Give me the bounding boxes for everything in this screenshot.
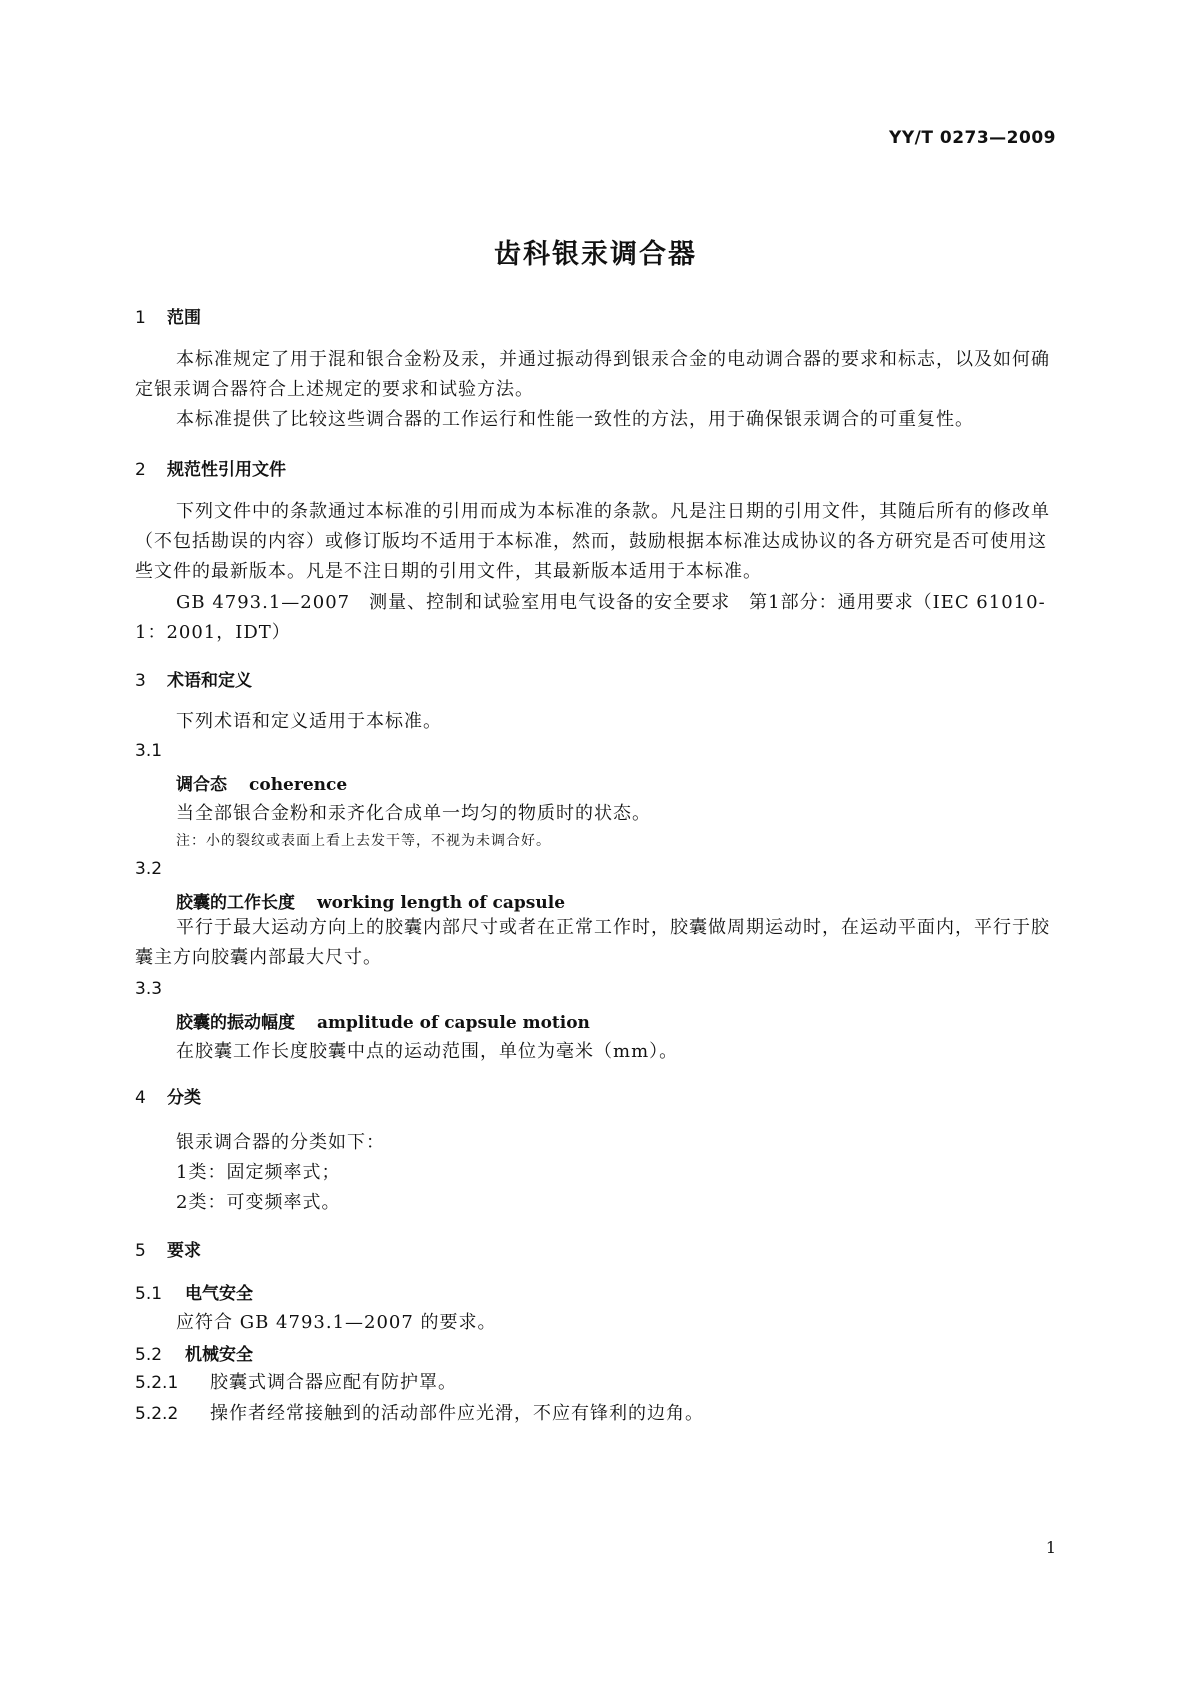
section-5-1-text: 应符合 GB 4793.1—2007 的要求。 xyxy=(176,1312,497,1333)
term-3-3-definition: 在胶囊工作长度胶囊中点的运动范围，单位为毫米（mm）。 xyxy=(176,1041,679,1062)
section-5-1-heading: 5.1 电气安全 xyxy=(135,1284,253,1304)
term-3-2-number: 3.2 xyxy=(135,859,163,879)
section-3-heading: 3 术语和定义 xyxy=(135,671,252,691)
section-1-paragraph-2: 本标准提供了比较这些调合器的工作运行和性能一致性的方法，用于确保银汞调合的可重复性。 xyxy=(176,409,974,430)
term-3-1-note: 注：小的裂纹或表面上看上去发干等，不视为未调合好。 xyxy=(176,833,551,849)
standard-number: YY/T 0273—2009 xyxy=(889,128,1056,148)
clause-5-2-1: 5.2.1 胶囊式调合器应配有防护罩。 xyxy=(135,1372,457,1393)
section-5-heading: 5 要求 xyxy=(135,1241,201,1261)
section-2-paragraph-1: 下列文件中的条款通过本标准的引用而成为本标准的条款。凡是注日期的引用文件，其随后所有的修改单（不包括勘误的内容）或修订版均不适用于本标准，然而，鼓励根据本标准达成协议的各方研究是否可使用这些文件的最新版本。凡是不注日期的引用文件，其最新版本适用于本标准。 xyxy=(135,501,1050,582)
term-3-1-definition: 当全部银合金粉和汞齐化合成单一均匀的物质时的状态。 xyxy=(176,803,651,824)
normative-reference: GB 4793.1—2007 测量、控制和试验室用电气设备的安全要求 第1部分：通用要求（IEC 61010-1：2001，IDT） xyxy=(135,592,1046,643)
section-4-heading: 4 分类 xyxy=(135,1088,201,1108)
section-1-paragraph-1: 本标准规定了用于混和银合金粉及汞，并通过振动得到银汞合金的电动调合器的要求和标志，以及如何确定银汞调合器符合上述规定的要求和试验方法。 xyxy=(135,349,1050,400)
term-3-3: 胶囊的振动幅度 amplitude of capsule motion xyxy=(176,1013,590,1033)
section-3-intro: 下列术语和定义适用于本标准。 xyxy=(176,711,442,732)
section-1-heading: 1 范围 xyxy=(135,308,201,328)
document-title: 齿科银汞调合器 xyxy=(494,239,697,270)
classification-class-1: 1类：固定频率式； xyxy=(176,1162,341,1183)
term-3-3-number: 3.3 xyxy=(135,979,163,999)
term-3-1-number: 3.1 xyxy=(135,741,163,761)
term-3-2-definition: 平行于最大运动方向上的胶囊内部尺寸或者在正常工作时，胶囊做周期运动时，在运动平面内，平行于胶囊主方向胶囊内部最大尺寸。 xyxy=(135,917,1050,968)
clause-5-2-2: 5.2.2 操作者经常接触到的活动部件应光滑，不应有锋利的边角。 xyxy=(135,1403,704,1424)
term-3-2: 胶囊的工作长度 working length of capsule xyxy=(176,893,566,913)
page-number: 1 xyxy=(1045,1538,1056,1557)
section-5-2-heading: 5.2 机械安全 xyxy=(135,1345,253,1365)
classification-intro: 银汞调合器的分类如下： xyxy=(176,1132,385,1153)
section-2-heading: 2 规范性引用文件 xyxy=(135,460,286,480)
classification-class-2: 2类：可变频率式。 xyxy=(176,1192,341,1213)
term-3-1: 调合态 coherence xyxy=(176,775,348,795)
